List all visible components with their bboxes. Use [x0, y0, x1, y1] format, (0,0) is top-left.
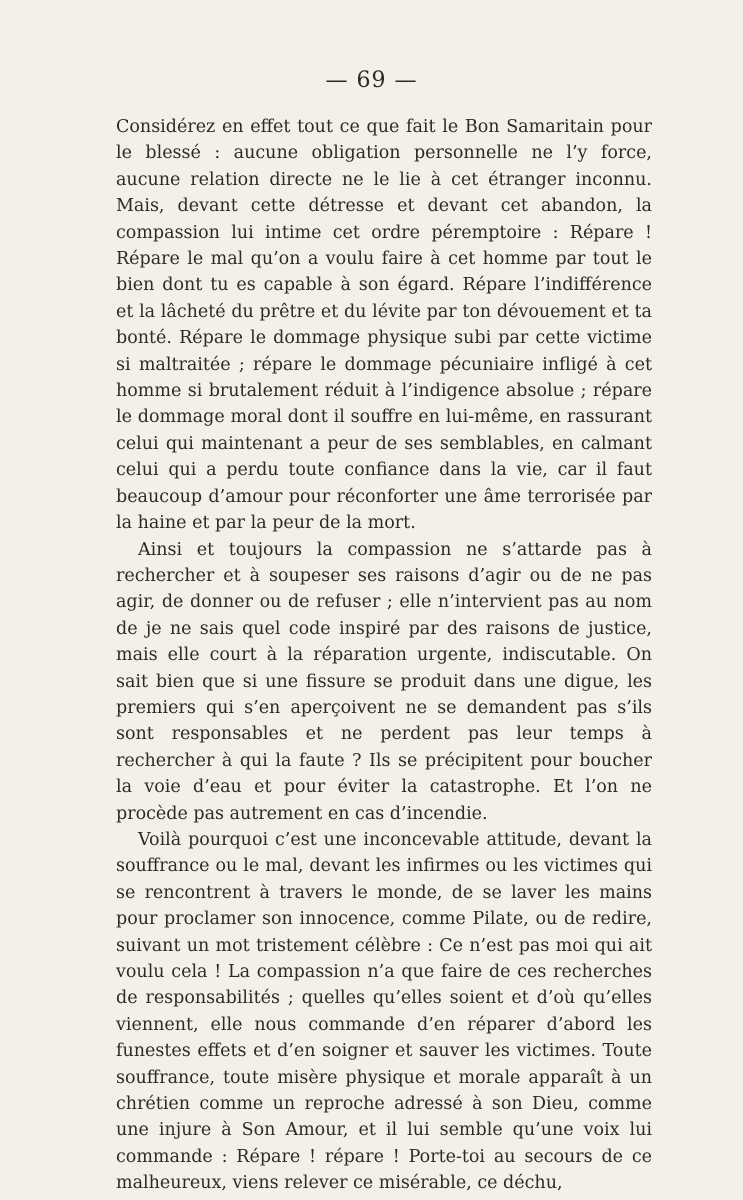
paragraph-3: Voilà pourquoi c’est une inconcevable attitude, devant la souffrance ou le mal, devant les infirmes ou les victimes qui se rencontrent à travers le monde, de se laver les mains pour proclamer son innocence, comme Pilate, ou de redire, suivant un mot tristement célèbre : Ce n’est pas moi qui ait voulu cela ! La compassion n’a que faire de ces recherches de responsabilités ; quelles qu’elles soient et d’où qu’elles viennent, elle nous commande d’en réparer d’abord les funestes effets et d’en soigner et sauver les victimes. Toute souffrance, toute misère physique et morale apparaît à un chrétien comme un reproche adressé à son Dieu, comme une injure à Son Amour, et il lui semble qu’une voix lui commande : Répare ! répare ! Porte-toi au secours de ce malheureux, viens relever ce misérable, ce déchu, — [116, 829, 652, 1194]
page-number: — 69 — — [325, 68, 418, 93]
body-text — [116, 114, 652, 1197]
paragraph-2: Ainsi et toujours la compassion ne s’attarde pas à rechercher et à soupeser ses raisons d’agir ou de ne pas agir, de donner ou de refuser ; elle n’intervient pas au nom de je ne sais quel code inspiré par des raisons de justice, mais elle court à la réparation urgente, indiscutable. On sait bien que si une fissure se produit dans une digue, les premiers qui s’en aperçoivent ne se demandent pas s’ils sont responsables et ne perdent pas leur temps à rechercher à qui la faute ? Ils se précipitent pour boucher la voie d’eau et pour éviter la catastrophe. Et l’on ne procède pas autrement en cas d’incendie. — [116, 539, 652, 824]
paragraph-1: Considérez en effet tout ce que fait le Bon Samaritain pour le blessé : aucune obligation personnelle ne l’y force, aucune relation directe ne le lie à cet étranger inconnu. Mais, devant cette détresse et devant cet abandon, la compassion lui intime cet ordre péremptoire : Répare ! Répare le mal qu’on a voulu faire à cet homme par tout le bien dont tu es capable à son égard. Répare l’indifférence et la lâcheté du prêtre et du lévite par ton dévouement et ta bonté. Répare le dommage physique subi par cette victime si maltraitée ; répare le dommage pécuniaire infligé à cet homme si brutalement réduit à l’indigence absolue ; répare le dommage moral dont il souffre en lui-même, en rassurant celui qui maintenant a peur de ses semblables, en calmant celui qui a perdu toute confiance dans la vie, car il faut beaucoup d’amour pour réconforter une âme terrorisée par la haine et par la peur de la mort. — [116, 117, 652, 534]
